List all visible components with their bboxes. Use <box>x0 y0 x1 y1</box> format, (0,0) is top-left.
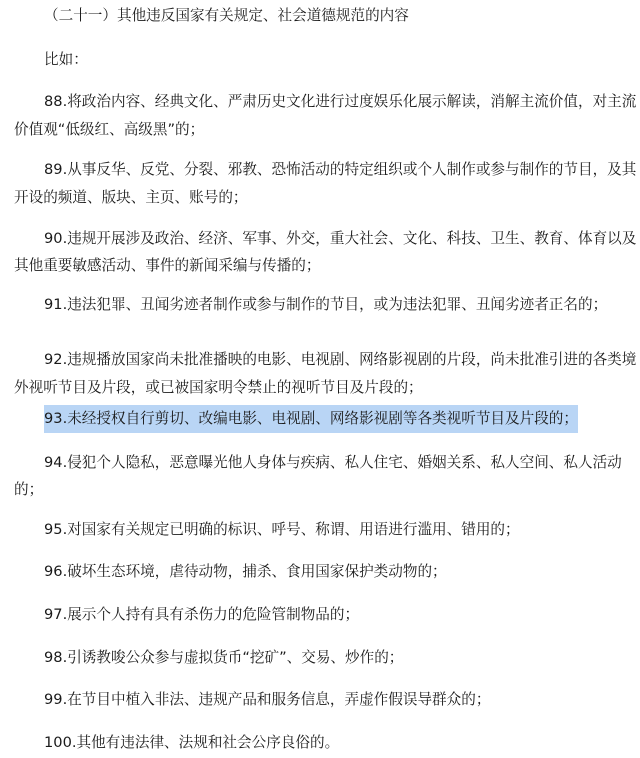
item-100: 100.其他有违法律、法规和社会公序良俗的。 <box>44 734 340 751</box>
item-88-line-1: 88.将政治内容、经典文化、严肃历史文化进行过度娱乐化展示解读，消解主流价值，对主流 <box>44 93 637 110</box>
section-heading: （二十一）其他违反国家有关规定、社会道德规范的内容 <box>44 7 409 24</box>
item-90-line-2: 其他重要敏感活动、事件的新闻采编与传播的； <box>14 257 321 274</box>
item-90-line-1: 90.违规开展涉及政治、经济、军事、外交，重大社会、文化、科技、卫生、教育、体育以及 <box>44 230 637 247</box>
item-89-line-2: 开设的频道、版块、主页、账号的； <box>14 189 248 206</box>
item-94-line-1: 94.侵犯个人隐私，恶意曝光他人身体与疾病、私人住宅、婚姻关系、私人空间、私人活动 <box>44 454 622 471</box>
item-99: 99.在节目中植入非法、违规产品和服务信息，弄虚作假误导群众的； <box>44 691 491 708</box>
item-88-line-2: 价值观“低级红、高级黑”的； <box>14 121 205 138</box>
item-92-line-2: 外视听节目及片段，或已被国家明令禁止的视听节目及片段的； <box>14 379 423 396</box>
item-91: 91.违法犯罪、丑闻劣迹者制作或参与制作的节目，或为违法犯罪、丑闻劣迹者正名的； <box>44 296 608 313</box>
item-93-highlighted[interactable]: 93.未经授权自行剪切、改编电影、电视剧、网络影视剧等各类视听节目及片段的； <box>44 405 578 433</box>
intro-text: 比如： <box>44 51 88 68</box>
item-97: 97.展示个人持有具有杀伤力的危险管制物品的； <box>44 606 360 623</box>
item-94-line-2: 的； <box>14 481 44 498</box>
item-89-line-1: 89.从事反华、反党、分裂、邪教、恐怖活动的特定组织或个人制作或参与制作的节目，及其 <box>44 161 637 178</box>
item-96: 96.破坏生态环境，虐待动物，捕杀、食用国家保护类动物的； <box>44 563 447 580</box>
item-92-line-1: 92.违规播放国家尚未批准播映的电影、电视剧、网络影视剧的片段，尚未批准引进的各类境 <box>44 351 637 368</box>
item-98: 98.引诱教唆公众参与虚拟货币“挖矿”、交易、炒作的； <box>44 649 404 666</box>
item-95: 95.对国家有关规定已明确的标识、呼号、称谓、用语进行滥用、错用的； <box>44 521 520 538</box>
